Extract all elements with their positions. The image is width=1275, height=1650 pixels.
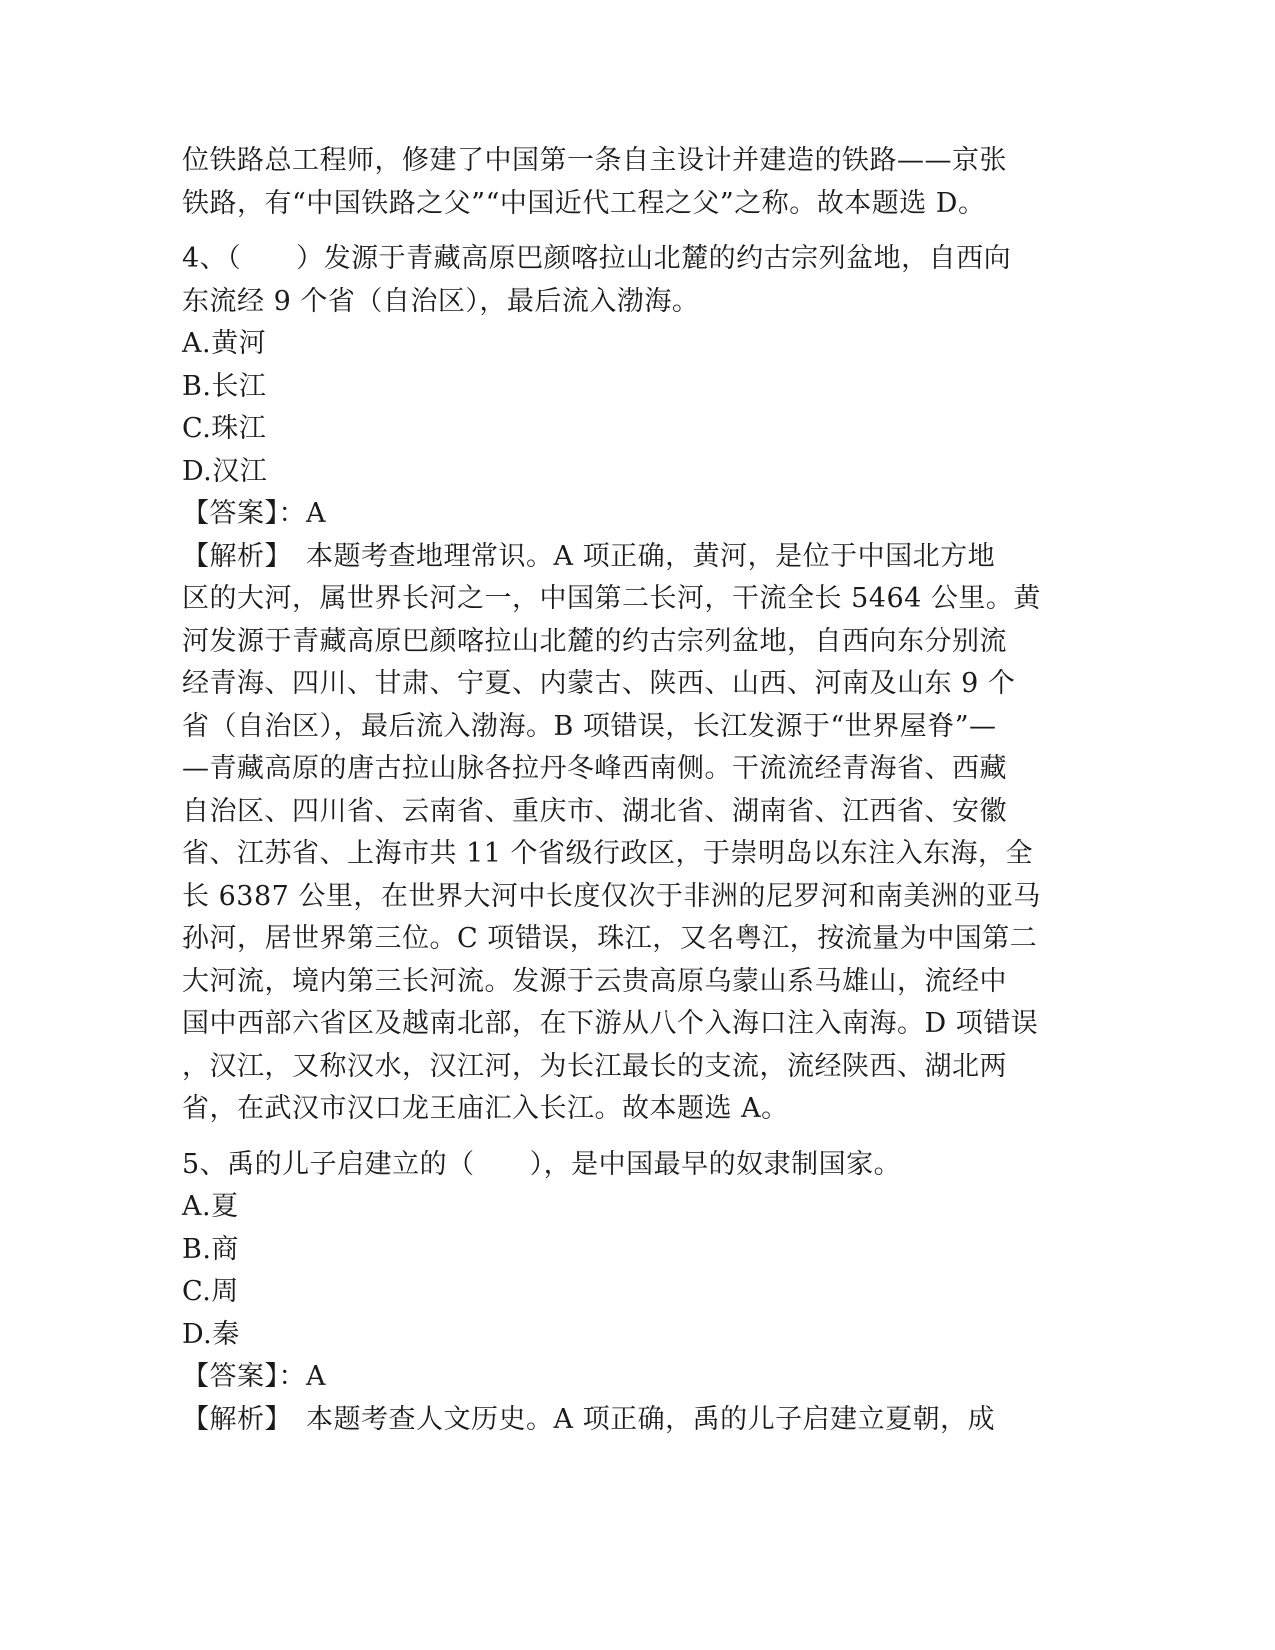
- option-b: B.商: [182, 1233, 239, 1265]
- text-line: 铁路，有“中国铁路之父”“中国近代工程之父”之称。故本题选 D。: [182, 187, 986, 219]
- question-4-answer: 【答案】：A: [182, 498, 326, 529]
- text-line: 省，在武汉市汉口龙王庙汇入长江。故本题选 A。: [182, 1093, 789, 1124]
- option-d: D.秦: [182, 1318, 240, 1350]
- document-page: [182, 140, 1082, 1441]
- option-d: D.汉江: [182, 455, 268, 487]
- text-line: 自治区、四川省、云南省、重庆市、湖北省、湖南省、江西省、安徽: [182, 795, 1007, 827]
- text-line: 长 6387 公里，在世界大河中长度仅次于非洲的尼罗河和南美洲的亚马: [182, 880, 1041, 912]
- question-5-analysis: [182, 1399, 1082, 1442]
- text-line: 大河流，境内第三长河流。发源于云贵高原乌蒙山系马雄山，流经中: [182, 965, 1007, 997]
- question-4: [182, 238, 1082, 1131]
- text-line: ，汉江，又称汉水，汉江河，为长江最长的支流，流经陕西、湖北两: [182, 1050, 1007, 1082]
- text-line: 省（自治区），最后流入渤海。B 项错误，长江发源于“世界屋脊”—: [182, 710, 997, 742]
- option-c: C.周: [182, 1276, 239, 1307]
- question-5-stem: [182, 1144, 1082, 1187]
- text-line: 5、禹的儿子启建立的（ ），是中国最早的奴隶制国家。: [182, 1148, 902, 1180]
- option-a: A.黄河: [182, 328, 267, 359]
- text-line: 区的大河，属世界长河之一，中国第二长河，干流全长 5464 公里。黄: [182, 583, 1041, 614]
- text-line: 省、江苏省、上海市共 11 个省级行政区，于崇明岛以东注入东海，全: [182, 838, 1034, 869]
- question-5-answer: 【答案】：A: [182, 1361, 326, 1392]
- text-line: 孙河，居世界第三位。C 项错误，珠江，又名粤江，按流量为中国第二: [182, 923, 1038, 954]
- text-line: 东流经 9 个省（自治区），最后流入渤海。: [182, 285, 700, 317]
- text-line: 4、（ ）发源于青藏高原巴颜喀拉山北麓的约古宗列盆地，自西向: [182, 243, 1012, 274]
- question-4-stem: [182, 238, 1082, 323]
- text-line: 【解析】 本题考查地理常识。A 项正确，黄河，是位于中国北方地: [182, 540, 996, 572]
- question-4-options: [182, 323, 1082, 493]
- option-b: B.长江: [182, 370, 267, 402]
- text-line: 经青海、四川、甘肃、宁夏、内蒙古、陕西、山西、河南及山东 9 个: [182, 668, 1016, 699]
- question-5: [182, 1144, 1082, 1442]
- text-line: 【解析】 本题考查人文历史。A 项正确，禹的儿子启建立夏朝，成: [182, 1403, 996, 1435]
- previous-analysis-continuation: [182, 140, 1082, 225]
- text-line: —青藏高原的唐古拉山脉各拉丹冬峰西南侧。干流流经青海省、西藏: [182, 753, 1007, 784]
- text-line: 河发源于青藏高原巴颜喀拉山北麓的约古宗列盆地，自西向东分别流: [182, 625, 1007, 657]
- question-5-options: [182, 1186, 1082, 1356]
- question-4-analysis: [182, 536, 1082, 1131]
- option-c: C.珠江: [182, 413, 267, 444]
- option-a: A.夏: [182, 1191, 239, 1222]
- text-line: 国中西部六省区及越南北部，在下游从八个入海口注入南海。D 项错误: [182, 1008, 1039, 1039]
- text-line: 位铁路总工程师，修建了中国第一条自主设计并建造的铁路——京张: [182, 145, 1007, 176]
